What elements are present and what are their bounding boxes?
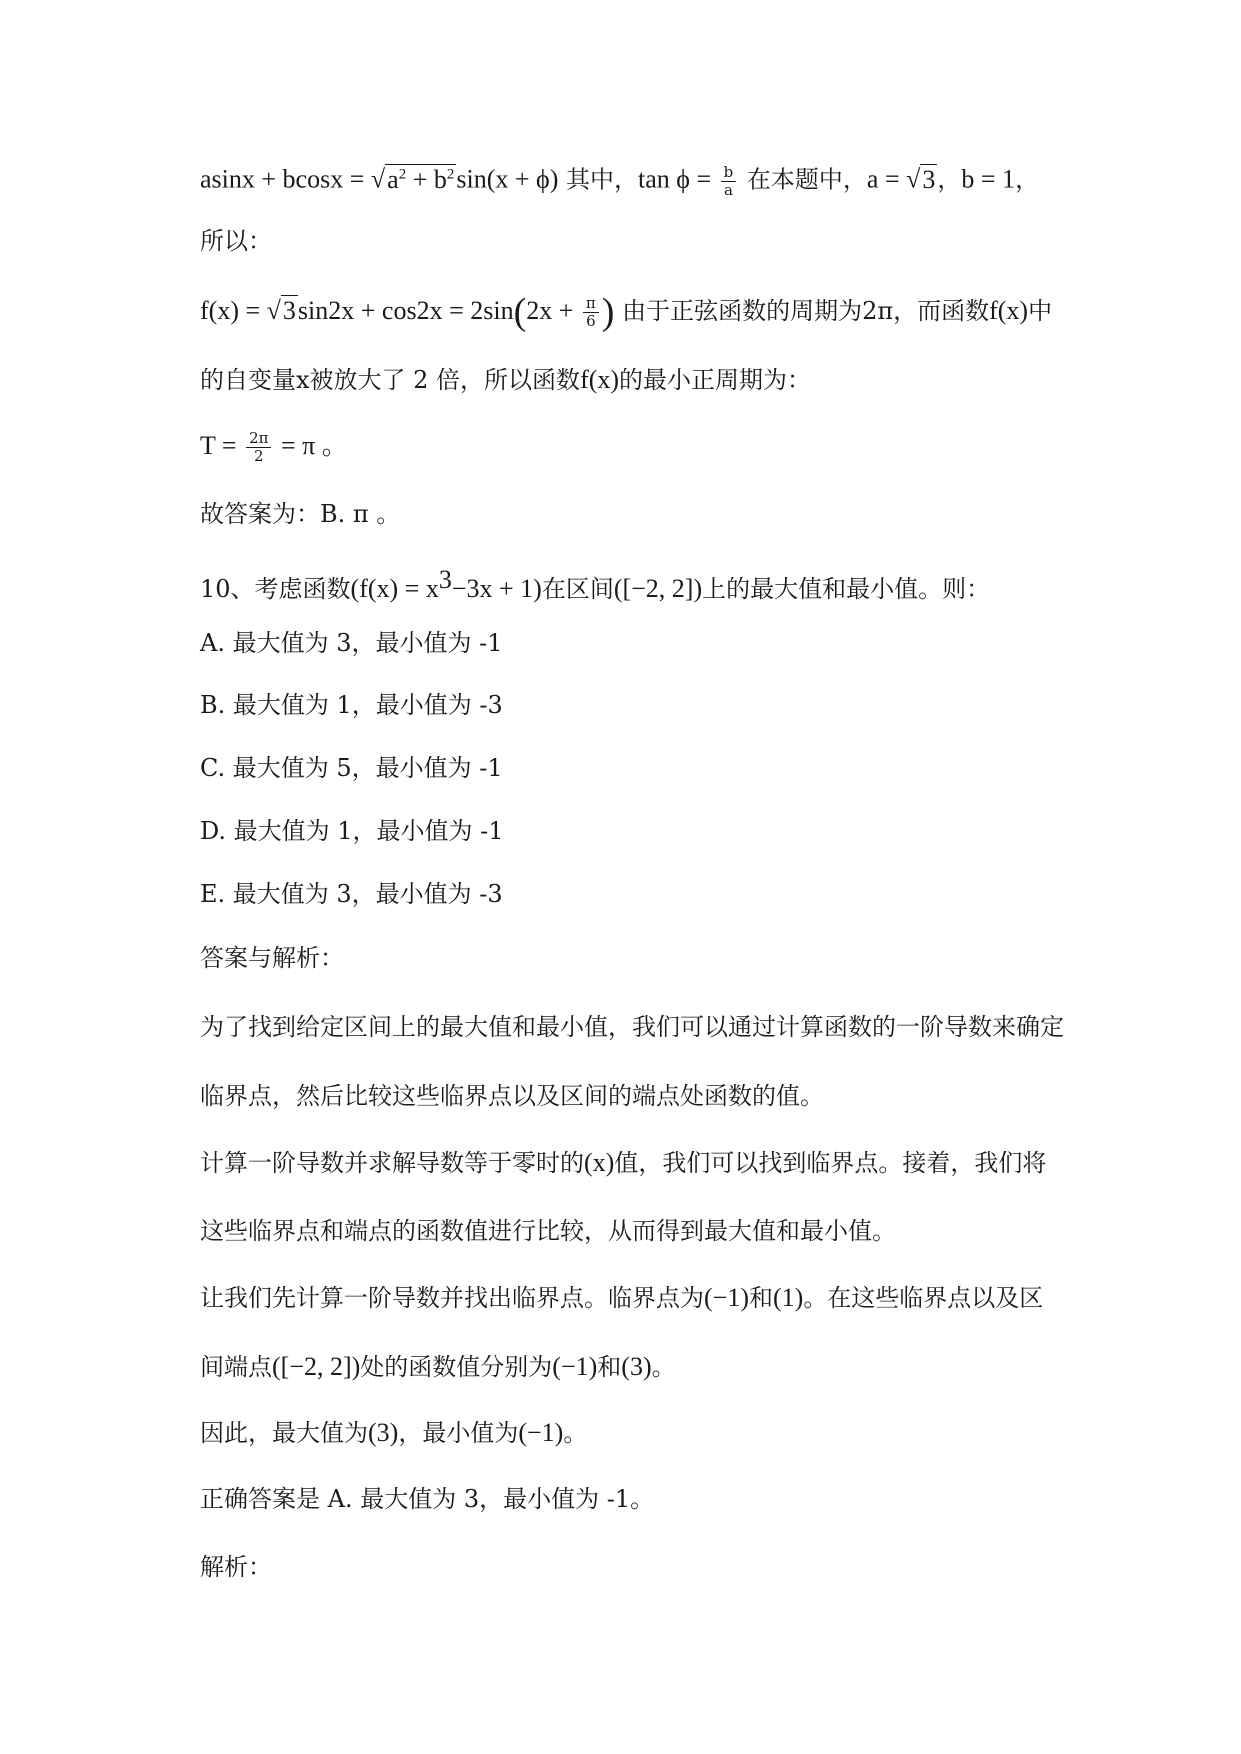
b-equals: b = 1 xyxy=(961,164,1016,194)
option-a: A. 最大值为 3，最小值为 -1 xyxy=(200,629,503,657)
text-in-this-problem: 在本题中， xyxy=(739,165,867,194)
text-span: 。在这些临界点以及区 xyxy=(803,1284,1044,1312)
function-def: −3x + 1) xyxy=(451,574,542,603)
comma: ， xyxy=(1015,165,1040,194)
function-def: (f(x) = x xyxy=(350,574,439,603)
text-span: 在区间 xyxy=(541,575,614,603)
paragraph-line: 正确答案是 A. 最大值为 3，最小值为 -1。 xyxy=(200,1485,655,1513)
formula-line-period xyxy=(200,429,1091,465)
paragraph-line: 这些临界点和端点的函数值进行比较，从而得到最大值和最小值。 xyxy=(200,1217,896,1245)
comma: ， xyxy=(937,165,962,194)
fraction-b-over-a: $\frac{b}{a}$ xyxy=(721,164,737,199)
option-d: D. 最大值为 1，最小值为 -1 xyxy=(200,817,504,845)
formula-line-aux-angle xyxy=(200,157,1091,199)
math-inline: (−1) xyxy=(552,1352,598,1381)
math-inline: (3) xyxy=(368,1418,399,1447)
fx-lhs: f(x) = xyxy=(200,296,267,325)
radicand-3: 3 xyxy=(282,296,296,325)
formula-line-fx xyxy=(200,291,1091,333)
paragraph-line xyxy=(200,363,1091,397)
fx-ref: f(x) xyxy=(989,296,1029,325)
math-inline: (−1) xyxy=(518,1418,564,1447)
text-qizhong: 其中， xyxy=(558,165,639,194)
text-span: 。 xyxy=(563,1419,588,1447)
sqrt-symbol: √ xyxy=(370,164,386,194)
text-span: 计算一阶导数并求解导数等于零时的 xyxy=(200,1149,584,1177)
formula-rest: sin(x + ϕ) xyxy=(456,164,559,194)
fraction-2pi-over-2: $\frac{2\pi}{2}$ xyxy=(246,430,271,465)
right-paren: ) xyxy=(601,291,615,333)
math-inline: (1) xyxy=(772,1283,804,1312)
paragraph-line: 为了找到给定区间上的最大值和最小值，我们可以通过计算函数的一阶导数来确定 xyxy=(200,1013,1064,1041)
option-e: E. 最大值为 3，最小值为 -3 xyxy=(200,880,503,908)
text-period-explanation: 由于正弦函数的周期为2π，而函数 xyxy=(614,297,990,325)
fx-inner: 2x + xyxy=(526,296,580,325)
question-10 xyxy=(200,563,1091,606)
text-span: 间端点 xyxy=(200,1353,272,1381)
text-span: 。 xyxy=(651,1353,676,1381)
question-number: 10、考虑函数 xyxy=(200,575,351,603)
text-span: 和 xyxy=(748,1284,773,1312)
period-lhs: T = xyxy=(200,431,244,460)
option-c: C. 最大值为 5，最小值为 -1 xyxy=(200,754,503,782)
tan-phi: tan ϕ = xyxy=(638,164,718,194)
radicand: $a^2 + b^2$ xyxy=(387,164,455,194)
text-span: 上的最大值和最小值。则： xyxy=(702,575,991,603)
math-inline: (−1) xyxy=(704,1283,749,1312)
paragraph-line xyxy=(200,1146,1091,1180)
fx-ref: f(x) xyxy=(580,365,620,394)
paragraph-line: 故答案为：B. π 。 xyxy=(200,500,401,528)
math-inline: ([−2, 2]) xyxy=(272,1352,361,1381)
text-span: ，最小值为 xyxy=(398,1419,519,1447)
period-rhs: = π 。 xyxy=(274,431,348,460)
text-span: 的最小正周期为： xyxy=(619,366,812,394)
text-span: 处的函数值分别为 xyxy=(360,1353,553,1381)
fraction-pi-over-6: $\frac{\pi}{6}$ xyxy=(583,295,599,330)
radicand-3: 3 xyxy=(922,164,936,194)
text-span: 让我们先计算一阶导数并找出临界点。临界点为 xyxy=(200,1284,704,1312)
section-heading: 解析： xyxy=(200,1553,272,1581)
interval: ([−2, 2]) xyxy=(613,574,703,603)
section-heading: 答案与解析： xyxy=(200,944,344,972)
math-inline: (x) xyxy=(584,1148,615,1177)
paragraph-line xyxy=(200,1350,1091,1384)
text-zhong: 中 xyxy=(1028,297,1053,325)
math-inline: (3) xyxy=(621,1352,652,1381)
sqrt-symbol: √ xyxy=(906,164,921,194)
a-equals: a = xyxy=(866,164,907,194)
formula-lhs: asinx + bcosx = xyxy=(200,164,371,194)
left-paren: ( xyxy=(513,291,527,333)
text-span: 的自变量x被放大了 2 倍，所以函数 xyxy=(200,366,581,394)
paragraph-line xyxy=(200,1281,1091,1315)
paragraph-line: 所以： xyxy=(200,227,272,255)
text-span: 值，我们可以找到临界点。接着，我们将 xyxy=(614,1149,1047,1177)
option-b: B. 最大值为 1，最小值为 -3 xyxy=(200,691,503,719)
text-span: 因此，最大值为 xyxy=(200,1419,368,1447)
paragraph-line: 临界点，然后比较这些临界点以及区间的端点处函数的值。 xyxy=(200,1082,824,1110)
fx-middle: sin2x + cos2x = 2sin xyxy=(297,296,514,325)
text-span: 和 xyxy=(597,1353,622,1381)
exponent: 3 xyxy=(438,565,452,594)
sqrt-symbol: √ xyxy=(266,296,281,325)
paragraph-line xyxy=(200,1416,1091,1450)
